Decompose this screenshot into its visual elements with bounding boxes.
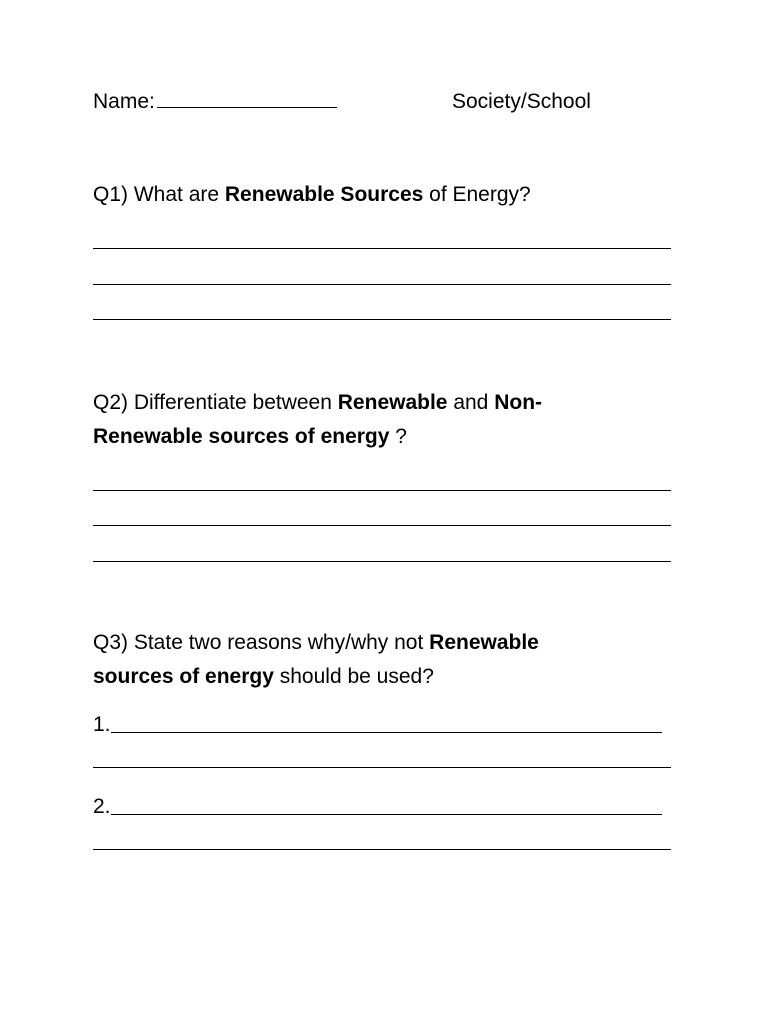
q3-answer-1	[93, 712, 662, 738]
q3-answer-2-line[interactable]	[111, 814, 662, 815]
q2-answer-line-2[interactable]	[93, 525, 671, 526]
question-2-line-1	[93, 390, 542, 416]
q3-answer-1-continuation-line[interactable]	[93, 767, 671, 768]
q1-prefix: Q1) What are	[93, 183, 225, 206]
q1-answer-line-2[interactable]	[93, 284, 671, 285]
q2-answer-line-1[interactable]	[93, 490, 671, 491]
q3-line2-suffix: should be used?	[273, 665, 434, 688]
question-3-line-1	[93, 630, 539, 656]
q2-bold-1: Renewable	[337, 391, 448, 414]
q3-answer-2	[93, 794, 662, 820]
q2-line2-suffix: ?	[389, 425, 407, 448]
question-1	[93, 182, 531, 208]
q1-suffix: of Energy?	[423, 183, 531, 206]
q1-answer-line-3[interactable]	[93, 319, 671, 320]
q1-answer-line-1[interactable]	[93, 248, 671, 249]
q2-answer-line-3[interactable]	[93, 561, 671, 562]
q3-answer-2-continuation-line[interactable]	[93, 849, 671, 850]
q3-answer-1-number: 1.	[93, 713, 111, 736]
name-field	[93, 89, 337, 115]
name-label: Name:	[93, 90, 155, 113]
question-3-line-2	[93, 664, 434, 690]
q2-line2-bold: Renewable sources of energy	[93, 425, 390, 448]
q3-prefix: Q3) State two reasons why/why not	[93, 631, 430, 654]
question-2-line-2	[93, 424, 407, 450]
q3-line2-bold: sources of energy	[93, 665, 274, 688]
q1-bold: Renewable Sources	[224, 183, 424, 206]
q2-prefix: Q2) Differentiate between	[93, 391, 338, 414]
q2-bold-2: Non-	[494, 391, 543, 414]
q2-middle: and	[447, 391, 495, 414]
q3-bold-1: Renewable	[429, 631, 539, 654]
q3-answer-1-line[interactable]	[111, 732, 662, 733]
society-school-label: Society/School	[452, 90, 591, 113]
name-blank-line[interactable]	[157, 107, 337, 108]
q3-answer-2-number: 2.	[93, 795, 111, 818]
